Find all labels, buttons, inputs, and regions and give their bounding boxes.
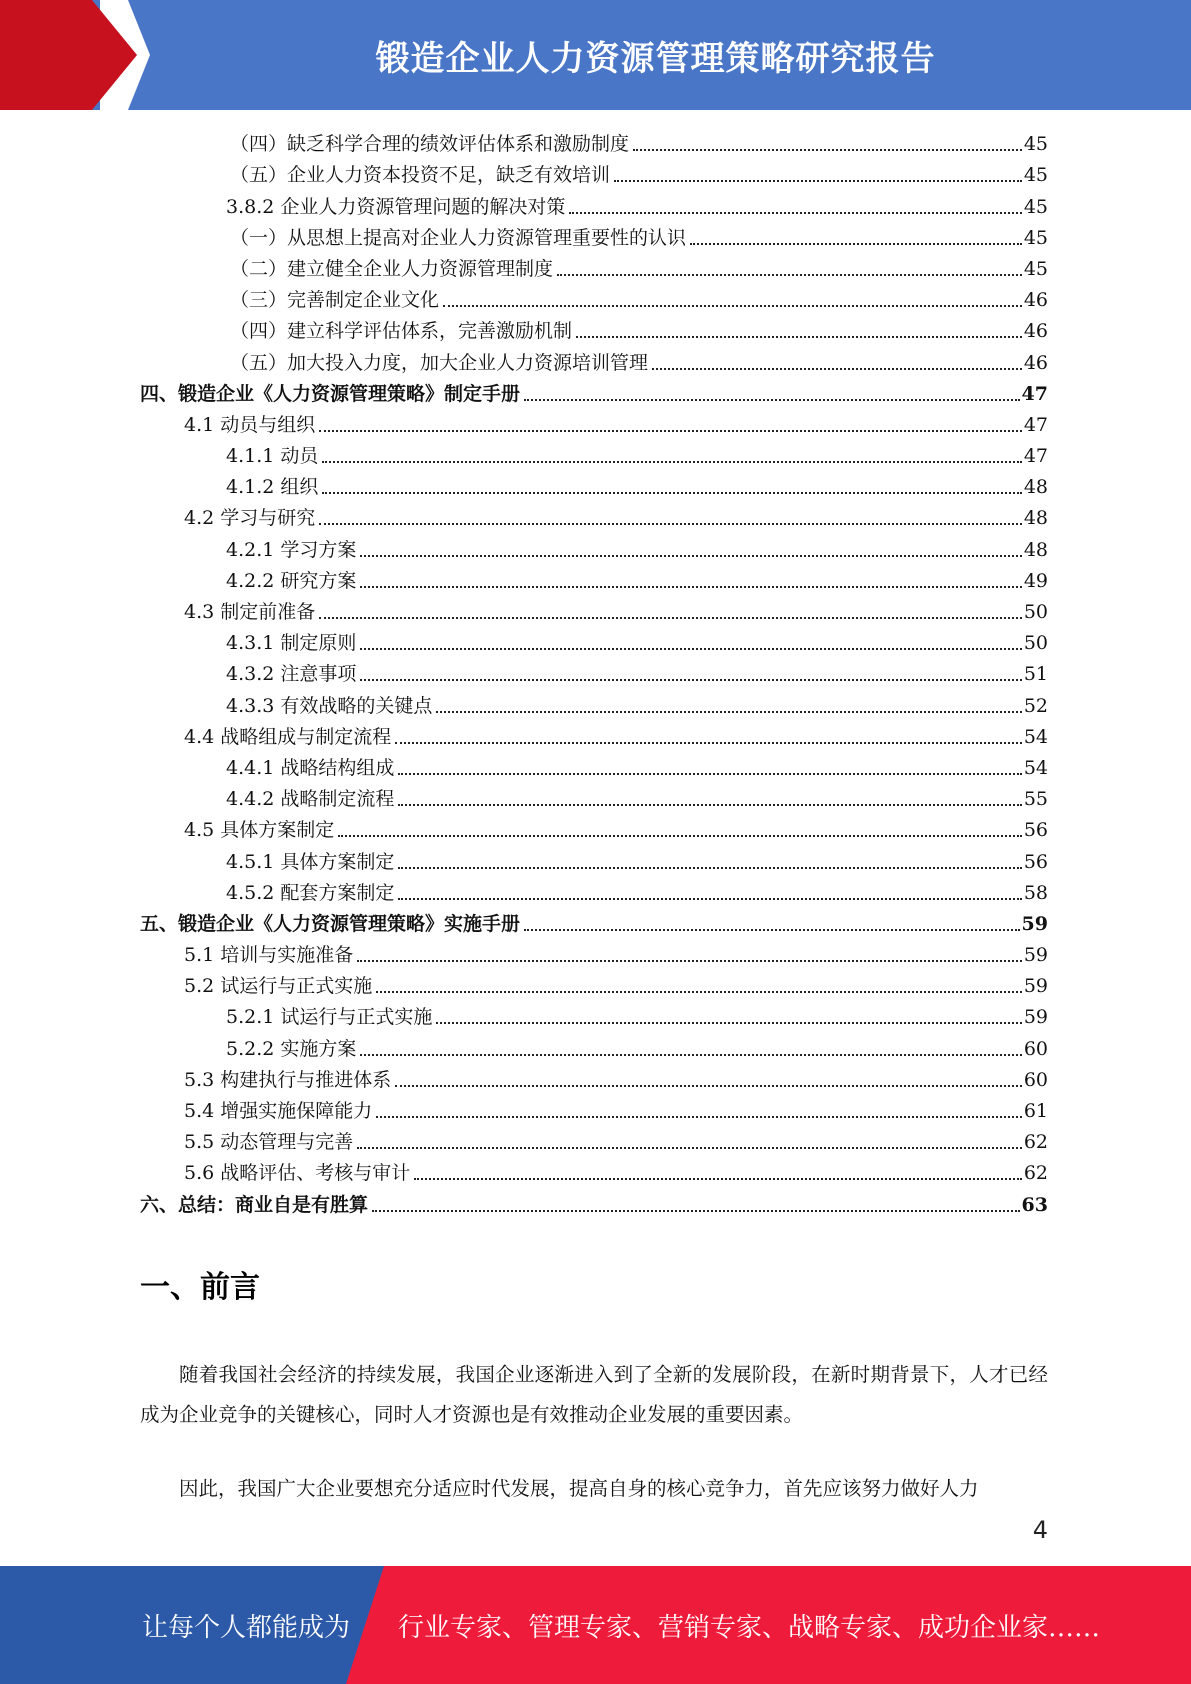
toc-entry[interactable] (140, 282, 1048, 313)
toc-entry[interactable] (140, 531, 1048, 562)
toc-entry-label: 4.3.2 注意事项 (226, 663, 357, 686)
toc-entry-page: 62 (1023, 1131, 1048, 1154)
toc-entry-label: 4.2.2 研究方案 (226, 569, 357, 592)
toc-entry[interactable] (140, 407, 1048, 438)
toc-entry-page: 55 (1023, 788, 1048, 811)
toc-entry[interactable] (140, 376, 1048, 407)
toc-entry-page: 48 (1023, 538, 1048, 561)
toc-entry[interactable] (140, 344, 1048, 375)
toc-entry-page: 51 (1023, 663, 1048, 686)
footer-slogan-left: 让每个人都能成为 (142, 1612, 351, 1643)
toc-entry-label: 4.3.3 有效战略的关键点 (226, 694, 433, 717)
toc-entry-page: 48 (1023, 476, 1048, 499)
toc-dot-leader (360, 648, 1021, 650)
toc-entry-page: 46 (1023, 289, 1048, 312)
toc-entry-page: 52 (1023, 694, 1048, 717)
toc-entry-page: 59 (1021, 912, 1048, 935)
toc-entry[interactable] (140, 719, 1048, 750)
toc-dot-leader (360, 586, 1021, 588)
toc-entry[interactable] (140, 906, 1048, 937)
toc-entry-label: 四、锻造企业《人力资源管理策略》制定手册 (140, 382, 521, 405)
toc-dot-leader (338, 835, 1022, 837)
toc-entry[interactable] (140, 1186, 1048, 1217)
toc-entry[interactable] (140, 750, 1048, 781)
toc-dot-leader (524, 399, 1020, 401)
toc-entry-label: 5.6 战略评估、考核与审计 (184, 1162, 411, 1185)
toc-dot-leader (614, 180, 1022, 182)
toc-entry-label: 5.5 动态管理与完善 (184, 1131, 354, 1154)
toc-entry[interactable] (140, 1093, 1048, 1124)
toc-entry-page: 45 (1023, 257, 1048, 280)
toc-dot-leader (398, 804, 1021, 806)
toc-entry[interactable] (140, 251, 1048, 282)
toc-entry-label: 5.1 培训与实施准备 (184, 944, 354, 967)
toc-entry-label: 4.4.1 战略结构组成 (226, 756, 395, 779)
toc-entry-label: 3.8.2 企业人力资源管理问题的解决对策 (226, 195, 566, 218)
toc-entry-page: 63 (1021, 1193, 1048, 1216)
toc-entry-label: （四）缺乏科学合理的绩效评估体系和激励制度 (230, 133, 630, 156)
toc-entry[interactable] (140, 656, 1048, 687)
toc-entry-page: 58 (1023, 881, 1048, 904)
toc-entry-page: 54 (1023, 725, 1048, 748)
toc-dot-leader (360, 555, 1021, 557)
toc-dot-leader (569, 212, 1021, 214)
toc-entry-label: 4.1.2 组织 (226, 476, 319, 499)
toc-dot-leader (360, 679, 1021, 681)
toc-dot-leader (398, 867, 1021, 869)
toc-entry-page: 45 (1023, 133, 1048, 156)
toc-entry[interactable] (140, 594, 1048, 625)
toc-entry-label: 5.3 构建执行与推进体系 (184, 1068, 392, 1091)
toc-entry-page: 48 (1023, 507, 1048, 530)
toc-entry[interactable] (140, 687, 1048, 718)
toc-dot-leader (360, 1054, 1021, 1056)
toc-dot-leader (395, 742, 1022, 744)
toc-dot-leader (395, 1085, 1022, 1087)
toc-entry-label: 5.4 增强实施保障能力 (184, 1100, 373, 1122)
toc-entry[interactable] (140, 188, 1048, 219)
toc-entry-label: （二）建立健全企业人力资源管理制度 (230, 257, 554, 280)
toc-entry-label: 4.5.2 配套方案制定 (226, 881, 395, 904)
toc-entry[interactable] (140, 1030, 1048, 1061)
toc-dot-leader (376, 1116, 1022, 1118)
toc-entry-page: 59 (1023, 975, 1048, 998)
toc-entry[interactable] (140, 937, 1048, 968)
toc-entry[interactable] (140, 438, 1048, 469)
document-title: 锻造企业人力资源管理策略研究报告 (375, 38, 936, 79)
toc-entry-page: 50 (1023, 632, 1048, 655)
toc-entry-label: （一）从思想上提高对企业人力资源管理重要性的认识 (230, 226, 687, 249)
toc-entry-label: 五、锻造企业《人力资源管理策略》实施手册 (140, 912, 521, 935)
toc-entry[interactable] (140, 563, 1048, 594)
toc-entry-label: 5.2 试运行与正式实施 (184, 975, 373, 998)
toc-entry[interactable] (140, 1124, 1048, 1155)
toc-dot-leader (398, 898, 1021, 900)
toc-entry-page: 45 (1023, 164, 1048, 187)
toc-dot-leader (436, 711, 1021, 713)
toc-entry-page: 61 (1023, 1100, 1048, 1122)
toc-entry[interactable] (140, 968, 1048, 999)
toc-entry[interactable] (140, 999, 1048, 1030)
toc-entry[interactable] (140, 625, 1048, 656)
section-heading: 一、前言 (140, 1270, 260, 1305)
toc-dot-leader (652, 368, 1022, 370)
toc-entry-label: 4.2 学习与研究 (184, 507, 316, 530)
toc-entry-page: 46 (1023, 320, 1048, 343)
toc-entry[interactable] (140, 875, 1048, 906)
toc-entry-page: 62 (1023, 1162, 1048, 1185)
toc-dot-leader (436, 1022, 1021, 1024)
toc-entry-page: 47 (1023, 445, 1048, 468)
toc-dot-leader (376, 991, 1022, 993)
toc-entry-label: 4.4 战略组成与制定流程 (184, 725, 392, 748)
toc-dot-leader (319, 523, 1022, 525)
toc-entry[interactable] (140, 843, 1048, 874)
toc-entry[interactable] (140, 1062, 1048, 1093)
toc-entry-label: 4.2.1 学习方案 (226, 538, 357, 561)
toc-dot-leader (690, 243, 1022, 245)
toc-entry-page: 59 (1023, 944, 1048, 967)
toc-dot-leader (398, 773, 1021, 775)
toc-dot-leader (372, 1210, 1020, 1212)
toc-dot-leader (319, 430, 1022, 432)
toc-entry-page: 60 (1023, 1037, 1048, 1060)
toc-entry-page: 47 (1023, 413, 1048, 436)
toc-dot-leader (443, 305, 1022, 307)
toc-entry-page: 56 (1023, 850, 1048, 873)
page-footer (0, 1566, 1191, 1684)
toc-dot-leader (322, 461, 1021, 463)
toc-dot-leader (322, 492, 1021, 494)
toc-entry[interactable] (140, 157, 1048, 188)
toc-entry[interactable] (140, 1155, 1048, 1186)
toc-entry-label: 4.1 动员与组织 (184, 413, 316, 436)
toc-entry[interactable] (140, 812, 1048, 843)
toc-entry-label: 4.5 具体方案制定 (184, 819, 335, 842)
toc-entry-label: 4.3 制定前准备 (184, 601, 316, 623)
toc-entry-page: 60 (1023, 1068, 1048, 1091)
toc-entry-page: 45 (1023, 226, 1048, 249)
toc-dot-leader (576, 336, 1022, 338)
page-header (0, 0, 1191, 110)
toc-entry-label: （五）加大投入力度，加大企业人力资源培训管理 (230, 351, 649, 374)
toc-entry[interactable] (140, 220, 1048, 251)
page-number: 4 (1032, 1516, 1048, 1544)
toc-entry-page: 56 (1023, 819, 1048, 842)
toc-entry-label: 4.4.2 战略制定流程 (226, 788, 395, 811)
toc-dot-leader (357, 1147, 1022, 1149)
toc-entry-label: 六、总结：商业自是有胜算 (140, 1193, 369, 1216)
toc-entry-label: 5.2.1 试运行与正式实施 (226, 1006, 433, 1029)
footer-slogan-right: 行业专家、管理专家、营销专家、战略专家、成功企业家…… (398, 1612, 1101, 1643)
body-paragraph: 随着我国社会经济的持续发展，我国企业逐渐进入到了全新的发展阶段，在新时期背景下，人才已经成为企业竞争的关键核心，同时人才资源也是有效推动企业发展的重要因素。 (140, 1363, 1048, 1426)
toc-entry-page: 47 (1021, 382, 1048, 405)
toc-entry-page: 50 (1023, 601, 1048, 623)
table-of-contents (140, 126, 1048, 1218)
toc-entry-page: 45 (1023, 195, 1048, 218)
toc-dot-leader (414, 1178, 1022, 1180)
toc-dot-leader (357, 960, 1022, 962)
toc-dot-leader (633, 149, 1022, 151)
toc-entry[interactable] (140, 126, 1048, 157)
toc-entry-page: 46 (1023, 351, 1048, 374)
toc-dot-leader (524, 929, 1020, 931)
toc-dot-leader (557, 274, 1022, 276)
toc-entry[interactable] (140, 313, 1048, 344)
toc-entry-page: 59 (1023, 1006, 1048, 1029)
toc-entry-label: 4.5.1 具体方案制定 (226, 850, 395, 873)
toc-entry-label: 5.2.2 实施方案 (226, 1037, 357, 1060)
toc-entry[interactable] (140, 781, 1048, 812)
toc-entry-page: 49 (1023, 569, 1048, 592)
toc-entry-page: 54 (1023, 756, 1048, 779)
toc-entry-label: 4.1.1 动员 (226, 445, 319, 468)
toc-entry-label: （四）建立科学评估体系，完善激励机制 (230, 320, 573, 343)
toc-entry[interactable] (140, 469, 1048, 500)
toc-dot-leader (319, 617, 1022, 619)
toc-entry-label: （五）企业人力资本投资不足，缺乏有效培训 (230, 164, 611, 187)
toc-entry-label: 4.3.1 制定原则 (226, 632, 357, 655)
body-paragraph: 因此，我国广大企业要想充分适应时代发展，提高自身的核心竞争力，首先应该努力做好人力 (179, 1477, 979, 1500)
toc-entry[interactable] (140, 500, 1048, 531)
toc-entry-label: （三）完善制定企业文化 (230, 289, 440, 312)
